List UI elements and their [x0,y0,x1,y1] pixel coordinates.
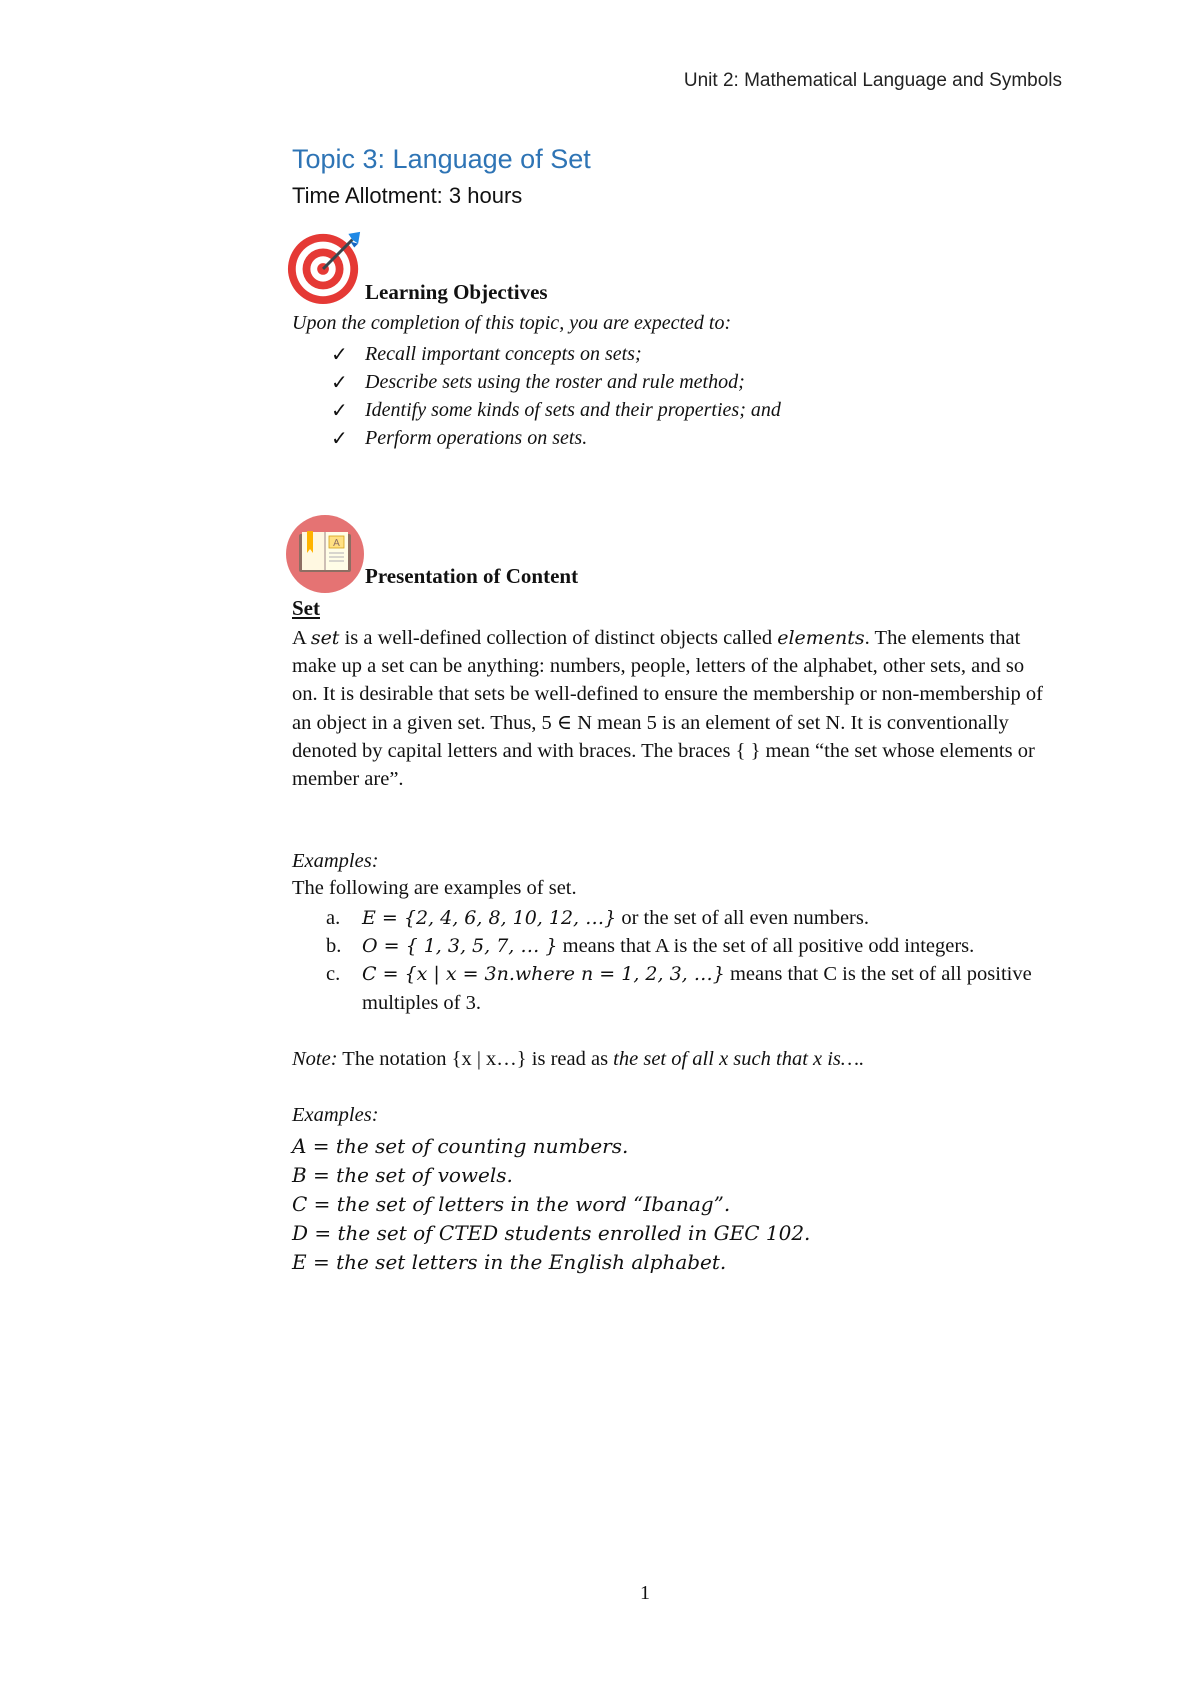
list-item: ✓ Describe sets using the roster and rule method; [331,370,745,394]
examples-heading: Examples: [292,850,379,872]
note: Note: The notation {x | x…} is read as the set of all x such that x is…. [292,1048,865,1070]
list-item: D = the set of CTED students enrolled in GEC 102. [292,1221,811,1245]
list-item: C = the set of letters in the word “Ibanag”. [292,1192,731,1216]
examples-list [326,904,1056,1017]
time-allotment: Time Allotment: 3 hours [292,183,523,208]
list-item: ✓ Perform operations on sets. [331,426,588,450]
examples-list-2 [292,1132,810,1277]
running-header: Unit 2: Mathematical Language and Symbols [683,70,1062,91]
list-item: ✓ Identify some kinds of sets and their properties; and [331,398,781,422]
target-icon [286,228,364,306]
set-definition: A set is a well-defined collection of distinct objects called elements. The elements that make up a set can be anything: numbers, people, letters of the alphabet, other sets, and so on. It is desirable that sets be well-defined to ensure the membership or non-membership of an object in a given set. Thus, 5 ∈ N mean 5 is an element of set N. It is conventionally denoted by capital letters and with braces. The braces { } mean “the set whose elements or member are”. [292,627,1043,791]
check-icon: ✓ [331,370,348,394]
topic-title: Topic 3: Language of Set [292,144,591,174]
check-icon: ✓ [331,398,348,422]
examples-intro: The following are examples of set. [292,877,577,899]
list-item: ✓ Recall important concepts on sets; [331,342,642,366]
book-letter: A [333,538,340,549]
check-icon: ✓ [331,426,348,450]
list-item: b. O = { 1, 3, 5, 7, … } means that A is the set of all positive odd integers. [326,935,975,958]
page-number: 1 [640,1582,650,1604]
set-heading: Set [292,596,320,620]
presentation-heading: Presentation of Content [365,564,579,588]
list-item: A = the set of counting numbers. [292,1134,629,1158]
check-icon: ✓ [331,342,348,366]
learning-objectives-heading: Learning Objectives [365,280,548,304]
list-item: a. E = {2, 4, 6, 8, 10, 12, …} or the set of all even numbers. [326,907,869,929]
objectives-list [331,340,781,452]
list-item: E = the set letters in the English alphabet. [292,1250,727,1274]
list-item: c. C = {x | x = 3n.where n = 1, 2, 3, …} means that C is the set of all positive multiples of 3. [326,963,1032,1014]
list-item: B = the set of vowels. [292,1163,513,1187]
book-icon [285,514,365,594]
examples-heading-2: Examples: [292,1104,379,1126]
objectives-intro: Upon the completion of this topic, you are expected to: [292,312,732,334]
